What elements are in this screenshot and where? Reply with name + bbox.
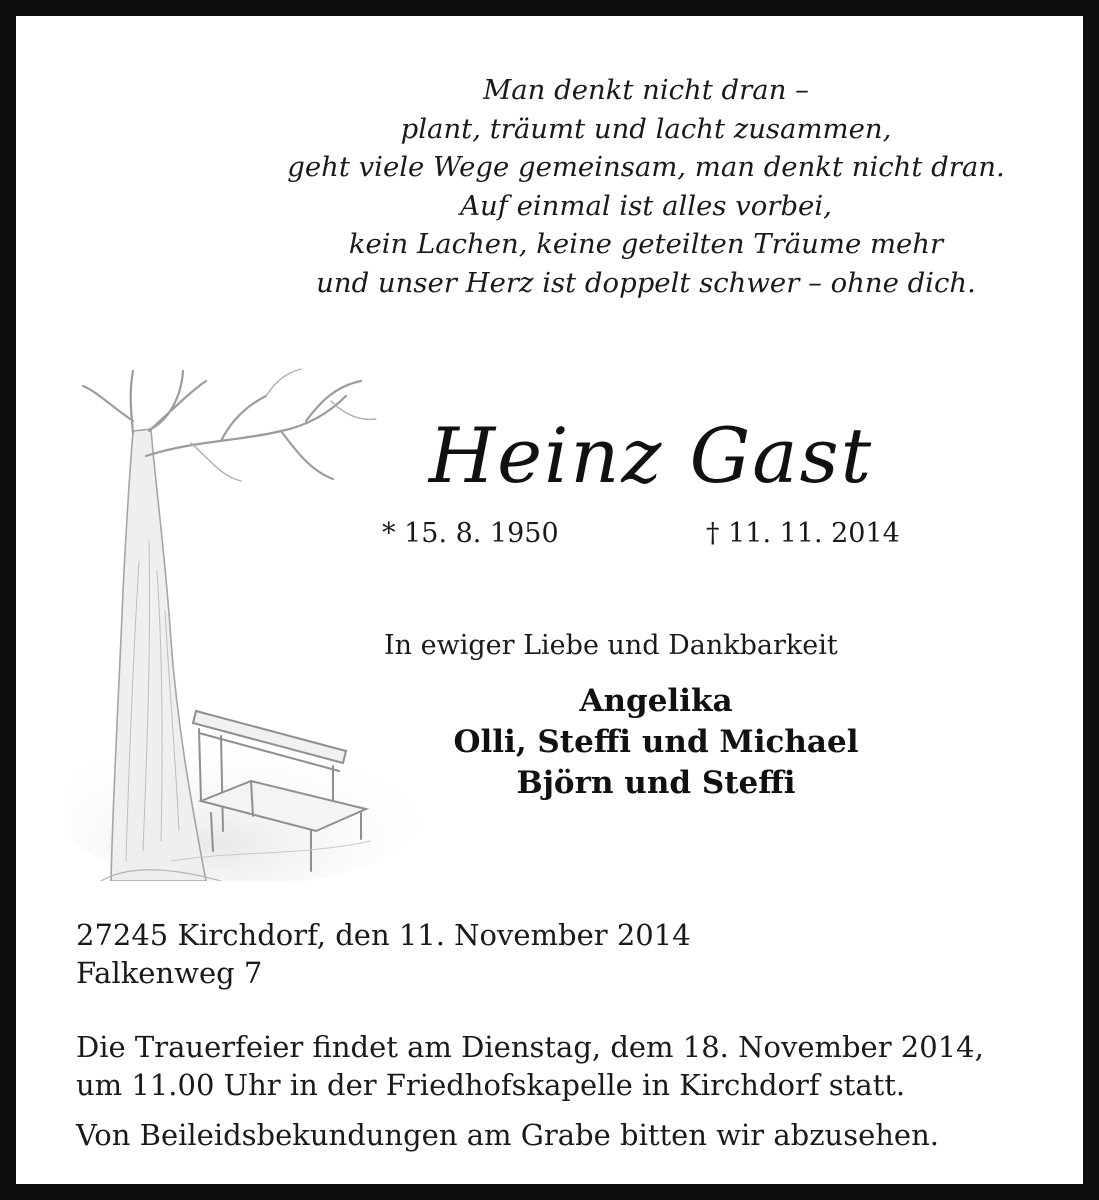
condolence-note: Von Beileidsbekundungen am Grabe bitten wir abzusehen. — [76, 1118, 939, 1152]
funeral-line: Die Trauerfeier findet am Dienstag, dem 18. November 2014, — [76, 1030, 984, 1064]
poem-line: geht viele Wege gemeinsam, man denkt nicht dran. — [287, 151, 1005, 183]
poem — [216, 71, 1076, 302]
street: Falkenweg 7 — [76, 956, 263, 990]
dedication: In ewiger Liebe und Dankbarkeit — [384, 630, 838, 661]
poem-line: kein Lachen, keine geteilten Träume mehr — [348, 228, 944, 260]
mourners — [396, 681, 916, 804]
poem-line: und unser Herz ist doppelt schwer – ohne dich. — [316, 266, 976, 299]
birth-date: * 15. 8. 1950 — [382, 518, 559, 549]
deceased-name: Heinz Gast — [428, 411, 874, 500]
place-date: 27245 Kirchdorf, den 11. November 2014 — [76, 918, 691, 952]
funeral-notice — [76, 1028, 984, 1104]
mourner-line: Angelika — [579, 683, 733, 719]
address-block — [76, 916, 691, 992]
poem-line: plant, träumt und lacht zusammen, — [400, 112, 892, 145]
mourner-line: Olli, Steffi und Michael — [453, 724, 859, 760]
death-date: † 11. 11. 2014 — [706, 518, 900, 549]
poem-line: Man denkt nicht dran – — [483, 74, 809, 106]
funeral-line: um 11.00 Uhr in der Friedhofskapelle in Kirchdorf statt. — [76, 1068, 906, 1102]
mourner-line: Björn und Steffi — [516, 765, 796, 801]
poem-line: Auf einmal ist alles vorbei, — [460, 189, 832, 222]
